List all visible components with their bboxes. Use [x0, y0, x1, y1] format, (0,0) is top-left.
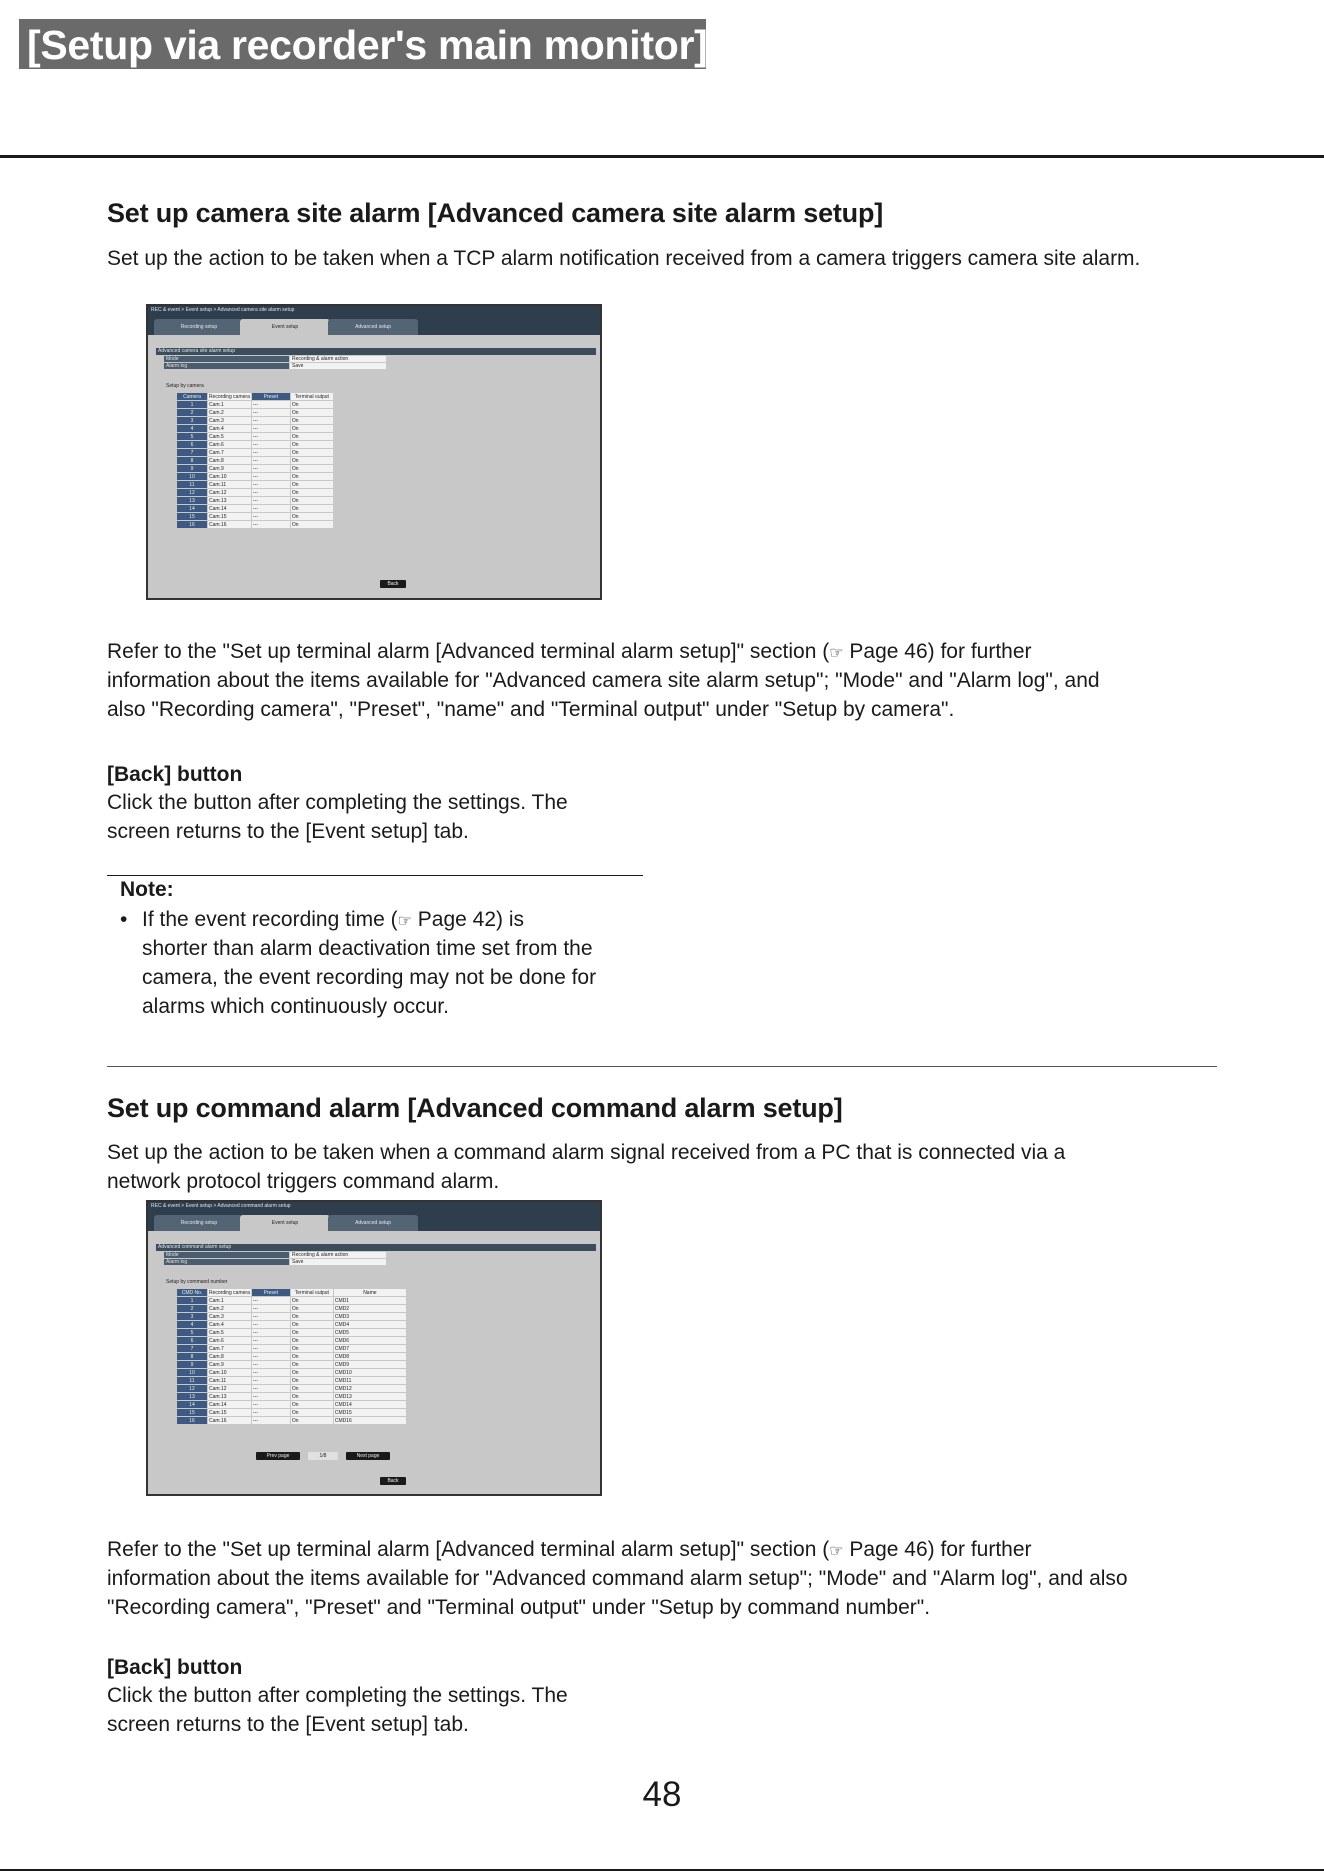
name-cell: CMD15 — [333, 1409, 406, 1417]
section2-intro2: network protocol triggers command alarm. — [107, 1170, 500, 1193]
table-row — [177, 1313, 407, 1321]
table-row — [177, 449, 334, 457]
preset-cell: --- — [251, 513, 290, 521]
row-number: 15 — [177, 1409, 208, 1417]
table-row — [177, 1337, 407, 1345]
recording-camera-cell: Cam.7 — [208, 449, 252, 457]
column-header: Terminal output — [290, 1289, 333, 1297]
terminal-output-cell: On — [290, 1345, 333, 1353]
mode-label: Mode — [164, 356, 289, 362]
recording-camera-cell: Cam.9 — [208, 1361, 252, 1369]
preset-cell: --- — [251, 1385, 290, 1393]
table-row — [177, 1353, 407, 1361]
name-cell: CMD2 — [333, 1305, 406, 1313]
row-number: 11 — [177, 481, 208, 489]
recording-camera-cell: Cam.2 — [208, 409, 252, 417]
section1-refer-line1 — [107, 637, 1032, 668]
tab-advanced-setup: Advanced setup — [328, 1215, 418, 1231]
name-cell: CMD8 — [333, 1353, 406, 1361]
terminal-output-cell: On — [290, 1321, 333, 1329]
recording-camera-cell: Cam.8 — [208, 457, 252, 465]
breadcrumb: REC & event > Event setup > Advanced camera site alarm setup — [148, 306, 600, 315]
note-line3: camera, the event recording may not be done for — [142, 966, 597, 989]
table-row — [177, 1385, 407, 1393]
recording-camera-cell: Cam.2 — [208, 1305, 252, 1313]
section2-refer-line3: "Recording camera", "Preset" and "Terminal output" under "Setup by command number". — [107, 1596, 931, 1619]
recording-camera-cell: Cam.14 — [208, 1401, 252, 1409]
name-cell: CMD11 — [333, 1377, 406, 1385]
tab-bar — [148, 1211, 600, 1231]
terminal-output-cell: On — [290, 497, 333, 505]
terminal-output-cell: On — [290, 401, 333, 409]
section1-refer-line2: information about the items available for "Advanced camera site alarm setup"; "Mode" and "Alarm log", and — [107, 669, 1100, 692]
recording-camera-cell: Cam.12 — [208, 1385, 252, 1393]
preset-cell: --- — [251, 1393, 290, 1401]
preset-cell: --- — [251, 1369, 290, 1377]
tab-recording-setup: Recording setup — [154, 1215, 244, 1231]
terminal-output-cell: On — [290, 1313, 333, 1321]
breadcrumb: REC & event > Event setup > Advanced command alarm setup — [148, 1202, 600, 1211]
terminal-output-cell: On — [290, 1361, 333, 1369]
section1-back-desc2: screen returns to the [Event setup] tab. — [107, 820, 469, 843]
next-page-button: Next page — [346, 1452, 390, 1460]
terminal-output-cell: On — [290, 1297, 333, 1305]
row-number: 13 — [177, 1393, 208, 1401]
mode-value: Recording & alarm action — [290, 356, 386, 362]
terminal-output-cell: On — [290, 441, 333, 449]
preset-cell: --- — [251, 505, 290, 513]
table-row — [177, 1401, 407, 1409]
preset-cell: --- — [251, 1337, 290, 1345]
note-page: Page 42) is — [411, 908, 525, 931]
terminal-output-cell: On — [290, 465, 333, 473]
table-title: Setup by command number — [166, 1279, 228, 1285]
preset-cell: --- — [251, 1409, 290, 1417]
table-row — [177, 521, 334, 529]
recording-camera-cell: Cam.6 — [208, 1337, 252, 1345]
row-number: 12 — [177, 1385, 208, 1393]
preset-cell: --- — [251, 1345, 290, 1353]
section1-heading: Set up camera site alarm [Advanced camera site alarm setup] — [107, 198, 884, 228]
name-cell: CMD9 — [333, 1361, 406, 1369]
tab-recording-setup: Recording setup — [154, 319, 244, 335]
preset-cell: --- — [251, 1297, 290, 1305]
row-number: 14 — [177, 505, 208, 513]
camera-site-alarm-screenshot — [146, 304, 602, 600]
preset-cell: --- — [251, 1329, 290, 1337]
row-number: 9 — [177, 1361, 208, 1369]
name-cell: CMD16 — [333, 1417, 406, 1425]
pointing-hand-icon: ☞ — [397, 913, 412, 930]
back-button: Back — [380, 1477, 406, 1485]
section1-intro: Set up the action to be taken when a TCP alarm notification received from a camera triggers camera site alarm. — [107, 247, 1141, 270]
row-number: 1 — [177, 1297, 208, 1305]
name-cell: CMD13 — [333, 1393, 406, 1401]
terminal-output-cell: On — [290, 449, 333, 457]
recording-camera-cell: Cam.4 — [208, 425, 252, 433]
preset-cell: --- — [251, 489, 290, 497]
table-row — [177, 481, 334, 489]
recording-camera-cell: Cam.7 — [208, 1345, 252, 1353]
table-row — [177, 505, 334, 513]
table-row — [177, 457, 334, 465]
terminal-output-cell: On — [290, 1337, 333, 1345]
recording-camera-cell: Cam.9 — [208, 465, 252, 473]
row-number: 8 — [177, 1353, 208, 1361]
alarm-log-value: Save — [290, 1259, 386, 1265]
section2-refer-line1 — [107, 1535, 1032, 1566]
setup-table — [176, 392, 334, 529]
section2-back-desc2: screen returns to the [Event setup] tab. — [107, 1713, 469, 1736]
column-header: Preset — [251, 1289, 290, 1297]
note-text: If the event recording time ( — [142, 908, 398, 931]
section1-back-desc1: Click the button after completing the settings. The — [107, 791, 568, 814]
row-number: 3 — [177, 1313, 208, 1321]
column-header: Preset — [251, 393, 290, 401]
row-number: 16 — [177, 521, 208, 529]
preset-cell: --- — [251, 465, 290, 473]
recording-camera-cell: Cam.1 — [208, 1297, 252, 1305]
table-row — [177, 465, 334, 473]
name-cell: CMD3 — [333, 1313, 406, 1321]
row-number: 4 — [177, 425, 208, 433]
alarm-log-label: Alarm log — [164, 1259, 289, 1265]
row-number: 6 — [177, 441, 208, 449]
preset-cell: --- — [251, 457, 290, 465]
mode-label: Mode — [164, 1252, 289, 1258]
preset-cell: --- — [251, 1353, 290, 1361]
table-row — [177, 1377, 407, 1385]
name-cell: CMD1 — [333, 1297, 406, 1305]
preset-cell: --- — [251, 473, 290, 481]
name-cell: CMD12 — [333, 1385, 406, 1393]
preset-cell: --- — [251, 1401, 290, 1409]
page-indicator: 1/8 — [308, 1452, 338, 1460]
recording-camera-cell: Cam.10 — [208, 1369, 252, 1377]
terminal-output-cell: On — [290, 1401, 333, 1409]
note-title: Note: — [120, 878, 174, 901]
table-row — [177, 1393, 407, 1401]
preset-cell: --- — [251, 433, 290, 441]
refer-page: Page 46) for further — [843, 1538, 1032, 1561]
row-number: 12 — [177, 489, 208, 497]
recording-camera-cell: Cam.16 — [208, 521, 252, 529]
row-number: 1 — [177, 401, 208, 409]
pointing-hand-icon: ☞ — [829, 645, 844, 662]
settings-section-title: Advanced camera site alarm setup — [156, 348, 596, 355]
terminal-output-cell: On — [290, 473, 333, 481]
table-row — [177, 1361, 407, 1369]
table-row — [177, 513, 334, 521]
table-row — [177, 401, 334, 409]
table-row — [177, 497, 334, 505]
table-row — [177, 1297, 407, 1305]
row-number: 7 — [177, 1345, 208, 1353]
preset-cell: --- — [251, 441, 290, 449]
table-row — [177, 409, 334, 417]
name-cell: CMD7 — [333, 1345, 406, 1353]
mode-value: Recording & alarm action — [290, 1252, 386, 1258]
terminal-output-cell: On — [290, 433, 333, 441]
preset-cell: --- — [251, 401, 290, 409]
table-row — [177, 489, 334, 497]
row-number: 16 — [177, 1417, 208, 1425]
row-number: 11 — [177, 1377, 208, 1385]
row-number: 5 — [177, 1329, 208, 1337]
section1-refer-line3: also "Recording camera", "Preset", "name" and "Terminal output" under "Setup by camera". — [107, 698, 955, 721]
table-row — [177, 433, 334, 441]
column-header: Recording camera — [209, 1289, 250, 1296]
table-title: Setup by camera — [166, 383, 204, 389]
settings-section-title: Advanced command alarm setup — [156, 1244, 596, 1251]
table-row — [177, 473, 334, 481]
recording-camera-cell: Cam.3 — [208, 417, 252, 425]
table-row — [177, 417, 334, 425]
recording-camera-cell: Cam.12 — [208, 489, 252, 497]
alarm-log-value: Save — [290, 363, 386, 369]
tab-bar — [148, 315, 600, 335]
pointing-hand-icon: ☞ — [829, 1543, 844, 1560]
recording-camera-cell: Cam.11 — [208, 481, 252, 489]
preset-cell: --- — [251, 1361, 290, 1369]
name-cell: CMD4 — [333, 1321, 406, 1329]
page-header-title: [Setup via recorder's main monitor] — [27, 22, 708, 68]
terminal-output-cell: On — [290, 513, 333, 521]
name-cell: CMD14 — [333, 1401, 406, 1409]
section2-back-desc1: Click the button after completing the settings. The — [107, 1684, 568, 1707]
terminal-output-cell: On — [290, 409, 333, 417]
name-cell: CMD6 — [333, 1337, 406, 1345]
terminal-output-cell: On — [290, 505, 333, 513]
table-row — [177, 1409, 407, 1417]
row-number: 8 — [177, 457, 208, 465]
preset-cell: --- — [251, 425, 290, 433]
recording-camera-cell: Cam.15 — [208, 1409, 252, 1417]
note-line2: shorter than alarm deactivation time set from the — [142, 937, 593, 960]
section2-refer-line2: information about the items available for "Advanced command alarm setup"; "Mode" and "Alarm log", and also — [107, 1567, 1128, 1590]
column-header: Name — [333, 1289, 406, 1297]
recording-camera-cell: Cam.16 — [208, 1417, 252, 1425]
refer-page: Page 46) for further — [843, 640, 1032, 663]
recording-camera-cell: Cam.14 — [208, 505, 252, 513]
recording-camera-cell: Cam.15 — [208, 513, 252, 521]
alarm-log-label: Alarm log — [164, 363, 289, 369]
row-number: 3 — [177, 417, 208, 425]
terminal-output-cell: On — [290, 521, 333, 529]
table-row — [177, 441, 334, 449]
recording-camera-cell: Cam.8 — [208, 1353, 252, 1361]
setup-table — [176, 1288, 407, 1425]
row-number: 10 — [177, 1369, 208, 1377]
tab-event-setup: Event setup — [240, 319, 330, 335]
recording-camera-cell: Cam.5 — [208, 1329, 252, 1337]
preset-cell: --- — [251, 497, 290, 505]
back-button: Back — [380, 580, 406, 588]
page-number: 48 — [642, 1775, 682, 1814]
terminal-output-cell: On — [290, 1369, 333, 1377]
table-row — [177, 1417, 407, 1425]
terminal-output-cell: On — [290, 1305, 333, 1313]
section2-intro1: Set up the action to be taken when a command alarm signal received from a PC that is connected via a — [107, 1141, 1066, 1164]
note-line1 — [142, 905, 524, 936]
row-number: 14 — [177, 1401, 208, 1409]
terminal-output-cell: On — [290, 417, 333, 425]
header-divider — [0, 155, 1324, 158]
column-header: Terminal output — [290, 393, 333, 401]
section2-heading: Set up command alarm [Advanced command alarm setup] — [107, 1093, 843, 1123]
terminal-output-cell: On — [290, 425, 333, 433]
prev-page-button: Prev page — [256, 1452, 300, 1460]
table-row — [177, 425, 334, 433]
section-divider — [107, 1066, 1217, 1067]
command-alarm-screenshot — [146, 1200, 602, 1496]
name-cell: CMD5 — [333, 1329, 406, 1337]
recording-camera-cell: Cam.10 — [208, 473, 252, 481]
column-header: Camera — [177, 393, 208, 401]
terminal-output-cell: On — [290, 1385, 333, 1393]
terminal-output-cell: On — [290, 489, 333, 497]
table-row — [177, 1329, 407, 1337]
column-header: Recording camera — [209, 393, 250, 400]
table-row — [177, 1369, 407, 1377]
terminal-output-cell: On — [290, 1353, 333, 1361]
row-number: 4 — [177, 1321, 208, 1329]
note-line4: alarms which continuously occur. — [142, 995, 449, 1018]
table-row — [177, 1345, 407, 1353]
terminal-output-cell: On — [290, 1329, 333, 1337]
recording-camera-cell: Cam.11 — [208, 1377, 252, 1385]
recording-camera-cell: Cam.6 — [208, 441, 252, 449]
preset-cell: --- — [251, 1417, 290, 1425]
section2-back-title: [Back] button — [107, 1656, 243, 1679]
terminal-output-cell: On — [290, 457, 333, 465]
name-cell: CMD10 — [333, 1369, 406, 1377]
preset-cell: --- — [251, 1313, 290, 1321]
column-header: CMD No. — [177, 1289, 208, 1297]
preset-cell: --- — [251, 417, 290, 425]
recording-camera-cell: Cam.1 — [208, 401, 252, 409]
row-number: 6 — [177, 1337, 208, 1345]
row-number: 7 — [177, 449, 208, 457]
recording-camera-cell: Cam.5 — [208, 433, 252, 441]
row-number: 2 — [177, 1305, 208, 1313]
footer-divider — [0, 1869, 1324, 1871]
tab-advanced-setup: Advanced setup — [328, 319, 418, 335]
row-number: 9 — [177, 465, 208, 473]
table-row — [177, 1321, 407, 1329]
preset-cell: --- — [251, 449, 290, 457]
row-number: 15 — [177, 513, 208, 521]
preset-cell: --- — [251, 1321, 290, 1329]
preset-cell: --- — [251, 1305, 290, 1313]
terminal-output-cell: On — [290, 481, 333, 489]
note-divider — [107, 875, 643, 876]
refer-text: Refer to the "Set up terminal alarm [Advanced terminal alarm setup]" section ( — [107, 1538, 830, 1561]
terminal-output-cell: On — [290, 1393, 333, 1401]
recording-camera-cell: Cam.4 — [208, 1321, 252, 1329]
recording-camera-cell: Cam.3 — [208, 1313, 252, 1321]
preset-cell: --- — [251, 521, 290, 529]
preset-cell: --- — [251, 481, 290, 489]
recording-camera-cell: Cam.13 — [208, 497, 252, 505]
row-number: 5 — [177, 433, 208, 441]
preset-cell: --- — [251, 1377, 290, 1385]
section1-back-title: [Back] button — [107, 763, 243, 786]
page-header — [19, 19, 706, 69]
row-number: 13 — [177, 497, 208, 505]
tab-event-setup: Event setup — [240, 1215, 330, 1231]
recording-camera-cell: Cam.13 — [208, 1393, 252, 1401]
terminal-output-cell: On — [290, 1377, 333, 1385]
table-row — [177, 1305, 407, 1313]
terminal-output-cell: On — [290, 1409, 333, 1417]
refer-text: Refer to the "Set up terminal alarm [Advanced terminal alarm setup]" section ( — [107, 640, 830, 663]
terminal-output-cell: On — [290, 1417, 333, 1425]
row-number: 10 — [177, 473, 208, 481]
row-number: 2 — [177, 409, 208, 417]
preset-cell: --- — [251, 409, 290, 417]
note-bullet: • — [120, 908, 128, 931]
